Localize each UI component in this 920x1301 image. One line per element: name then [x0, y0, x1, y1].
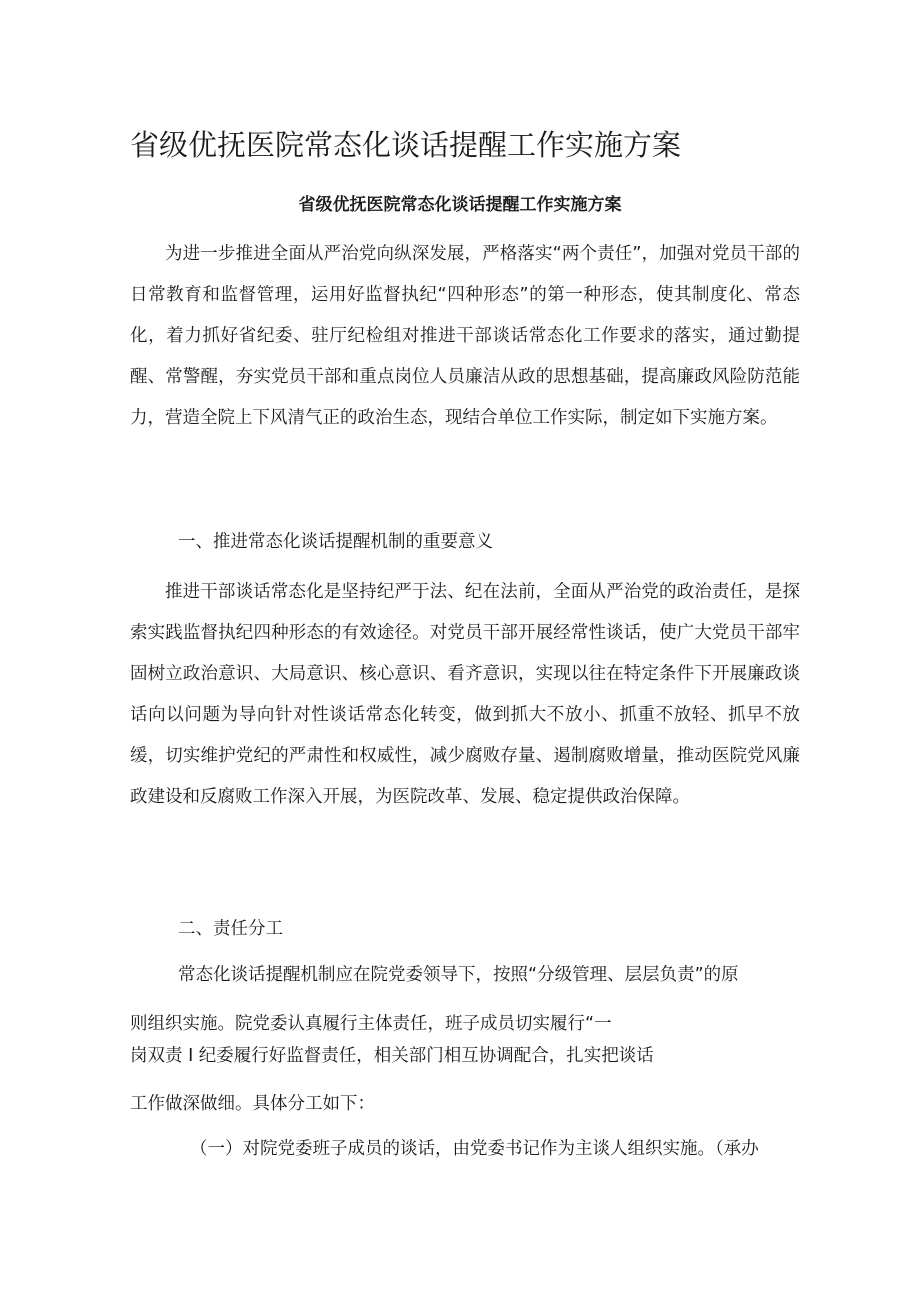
section-2-line-4: 工作做深做细。具体分工如下： [130, 1094, 375, 1114]
section-2-line-3: 岗双责 I 纪委履行好监督责任，相关部门相互协调配合，扎实把谈话 [130, 1046, 654, 1066]
section-1-paragraph: 推进干部谈话常态化是坚持纪严于法、纪在法前，全面从严治党的政治责任，是探索实践监督执纪四种形态的有效途径。对党员干部开展经常性谈话，使广大党员干部牢固树立政治意识、大局意识、核心意识、看齐意识，实现以往在特定条件下开展廉政谈话向以问题为导向针对性谈话常态化转变，做到抓大不放小、抓重不放轻、抓早不放缓，切实维护党纪的严肃性和权威性，减少腐败存量、遏制腐败增量，推动医院党风廉政建设和反腐败工作深入开展，为医院改革、发展、稳定提供政治保障。 [130, 582, 800, 808]
section-2-line-2: 则组织实施。院党委认真履行主体责任，班子成员切实履行“一 [130, 1014, 612, 1034]
section-2-line-1: 常态化谈话提醒机制应在院党委领导下，按照“分级管理、层层负责”的原 [178, 965, 739, 985]
document-title: 省级优抚医院常态化谈话提醒工作实施方案 [130, 128, 682, 162]
section-1-heading: 一、推进常态化谈话提醒机制的重要意义 [178, 532, 493, 552]
document-subtitle: 省级优抚医院常态化谈话提醒工作实施方案 [298, 195, 622, 215]
item-1: （一）对院党委班子成员的谈话，由党委书记作为主谈人组织实施。（承办 [190, 1139, 759, 1159]
section-2-heading: 二、责任分工 [178, 919, 283, 939]
intro-paragraph: 为进一步推进全面从严治党向纵深发展，严格落实“两个责任”，加强对党员干部的日常教育和监督管理，运用好监督执纪“四种形态”的第一种形态，使其制度化、常态化，着力抓好省纪委、驻厅纪检组对推进干部谈话常态化工作要求的落实，通过勤提醒、常警醒，夯实党员干部和重点岗位人员廉洁从政的思想基础，提高廉政风险防范能力，营造全院上下风清气正的政治生态，现结合单位工作实际，制定如下实施方案。 [130, 244, 800, 429]
